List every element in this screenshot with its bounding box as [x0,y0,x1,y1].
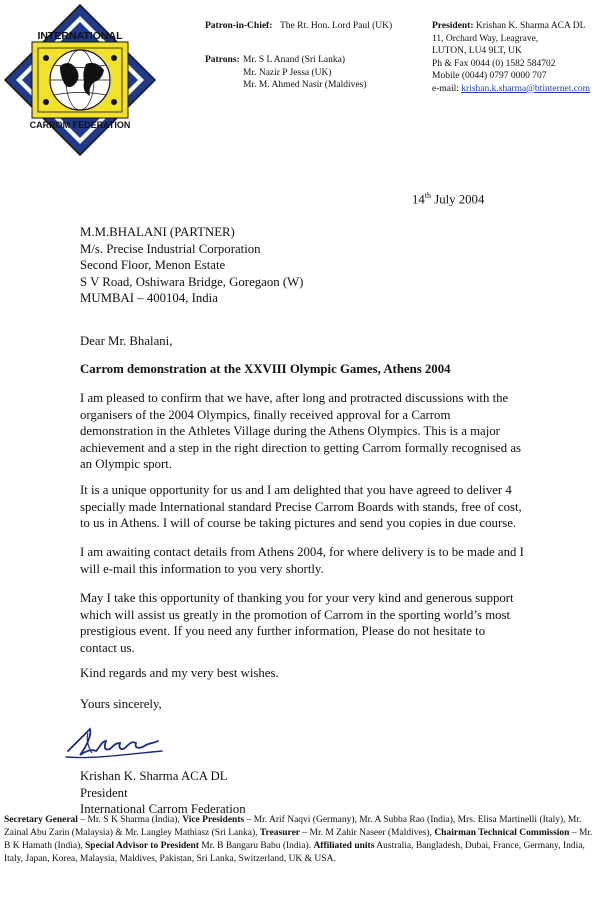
body-paragraph: May I take this opportunity of thanking you for your very kind and generous support which will assist us greatly in the promotion of Carrom in the sporting world’s most prestigious event. If you need any further information, Please do not hesitate to contact us. [80,591,514,655]
body-paragraph: It is a unique opportunity for us and I am delighted that you have agreed to deliver 4 specially made International standard Precise Carrom Boards with stands, free of cost, to us in Athens. I will of course be taking pictures and send you copies in due course. [80,483,522,531]
patron-line: Mr. M. Ahmed Nasir (Maldives) [243,80,367,90]
body-paragraph: I am awaiting contact details from Athens 2004, for where delivery is to be made and I will e-mail this information to you very shortly. [80,545,524,576]
body-paragraph: I am pleased to confirm that we have, after long and protracted discussions with the organisers of the 2004 Olympics, finally received approval for a Carrom demonstration in the Athletes Village during the Athens Olympics. This is a major achievement and a step in the right direction to getting Carrom formally recognised as an Olympic sport. [80,391,521,472]
recipient-line: M.M.BHALANI (PARTNER) [80,225,235,239]
federation-logo [2,2,158,158]
recipient-address [80,224,303,307]
president-address-line: 11, Orchard Way, Leagrave, [432,33,539,44]
logo-top-text: INTERNATIONAL [37,30,123,42]
president-contact-block [432,20,590,95]
signer-title: President [80,785,128,800]
letter-subject: Carrom demonstration at the XXVIII Olympic Games, Athens 2004 [80,362,451,376]
patron-line: Mr. S L Anand (Sri Lanka) [243,55,346,65]
president-address-line: Ph & Fax 0044 (0) 1582 584702 [432,58,556,69]
president-address-line: LUTON, LU4 9LT, UK [432,46,522,56]
patron-in-chief-name: The Rt. Hon. Lord Paul (UK) [280,21,393,31]
officials-footer: Secretary General – Mr. S K Sharma (India), Vice Presidents – Mr. Arif Naqvi (Germany), Mr. A Subba Rao (India), Mrs. Elisa Martinelli (Italy), Mr. Zainal Abu Zarin (Malaysia) & Mr. Langley Mathiasz (Sri Lanka), Treasurer – Mr. M Zahir Naseer (Maldives), Chairman Technical Commission – Mr. B K Hamath (India), Special Advisor to President Mr. B Bangaru Babu (India). Affiliated units Australia, Bangladesh, Dubai, France, Germany, India, Italy, Japan, Korea, Malaysia, Maldives, Pakistan, Sri Lanka, Switzerland, UK & USA. [4,815,593,864]
patrons-list [243,54,367,92]
patron-line: Mr. Nazir P Jessa (UK) [243,67,332,78]
salutation: Dear Mr. Bhalani, [80,334,173,348]
recipient-line: M/s. Precise Industrial Corporation [80,241,261,256]
recipient-line: Second Floor, Menon Estate [80,258,226,272]
patron-in-chief-label: Patron-in-Chief: [205,21,273,31]
email-link[interactable]: krishan.k.sharma@btinternet.com [461,83,591,94]
president-address-line: Mobile (0044) 0797 0000 707 [432,71,547,81]
signer-name: Krishan K. Sharma ACA DL [80,769,228,783]
signer-organisation: International Carrom Federation [80,802,246,816]
signer-block [80,768,246,818]
patrons-label: Patrons: [205,55,240,65]
body-paragraph: Kind regards and my very best wishes. [80,666,279,680]
letter-date: 14th July 2004 [412,191,485,207]
recipient-line: MUMBAI – 400104, India [80,291,218,305]
president-name: Krishan K. Sharma ACA DL [475,21,586,31]
handwritten-signature [62,721,170,763]
closing: Yours sincerely, [80,697,162,711]
recipient-line: S V Road, Oshiwara Bridge, Goregaon (W) [80,274,304,289]
president-label: President: [432,21,474,31]
logo-bottom-text: CARROM FEDERATION [29,120,131,130]
email-label: e-mail: [432,83,459,94]
